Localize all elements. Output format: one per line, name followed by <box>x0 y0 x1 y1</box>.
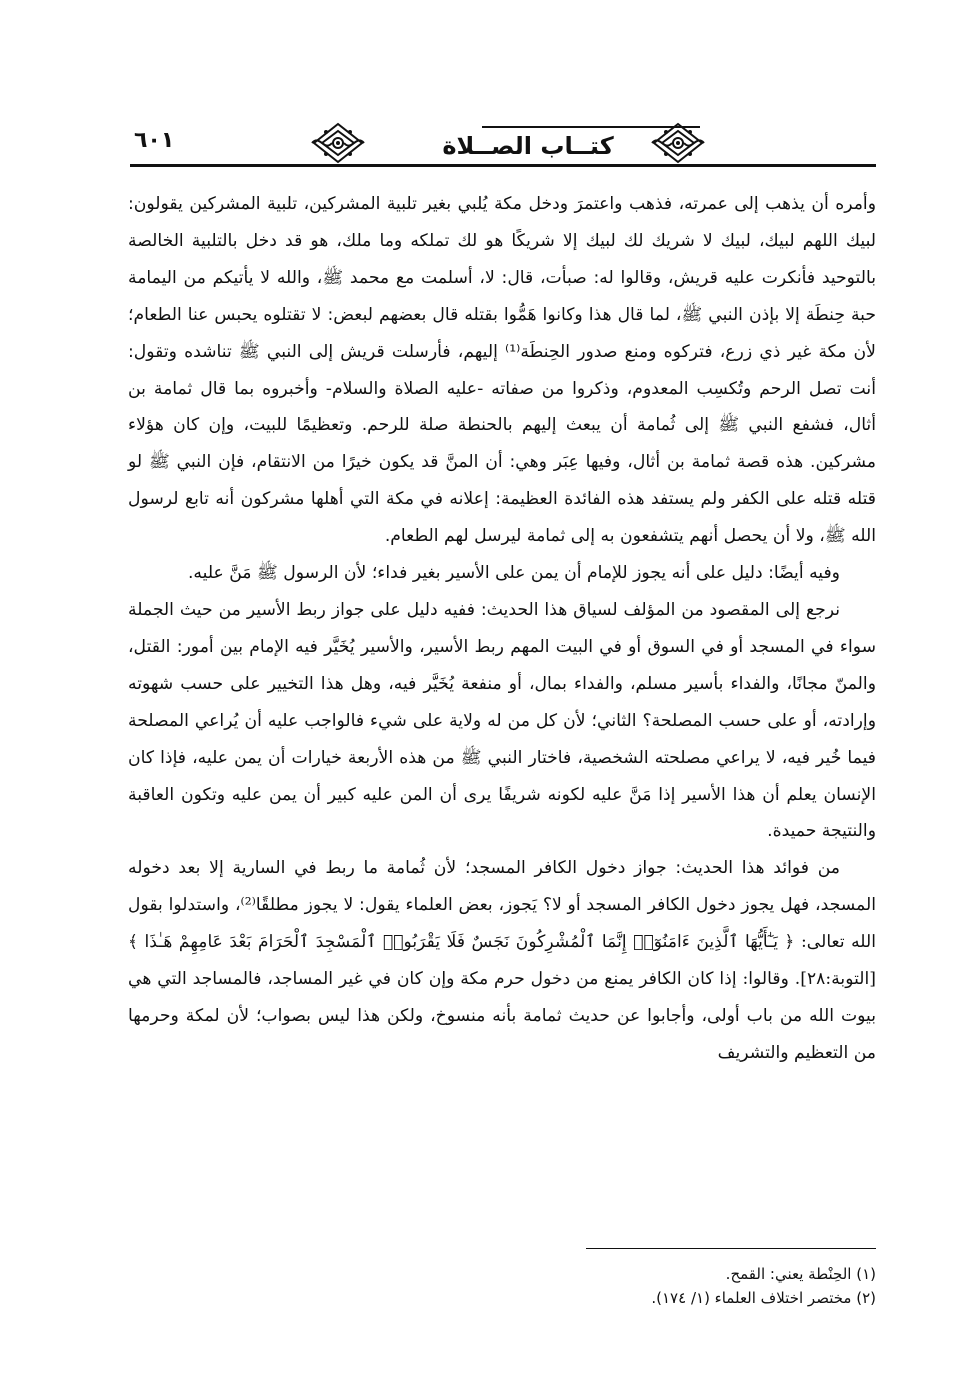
paragraph <box>128 850 876 1071</box>
decorative-ornament-icon <box>650 120 706 166</box>
page-header <box>130 118 876 178</box>
header-bottom-rule <box>130 164 876 167</box>
text-line: مَنَّ عليه لكونه شريفًا يرى أن المن عليه كبير أن يمن عليه وتكون العاقبة والنتيجة حميدة. <box>128 784 876 842</box>
book-title: كتــاب الصــلاة <box>442 132 614 160</box>
text-line: حيث الجملة سواء في المسجد أو في السوق أو في البيت المهم ربط الأسير، والأسير يُخَيَّر فيه <box>128 599 877 657</box>
text-line: حرم مكة وإن كان في غير المساجد، فالمساجد التي هي بيوت الله من باب أولى، وأجابوا عن <box>128 969 876 1026</box>
text-line: يجوز مطلقًا⁽²⁾، واستدلوا بقول الله تعالى: ﴿ يَـٰٓأَيُّهَا ٱلَّذِينَ ءَامَنُوٓا۟ إِنَّمَا ٱلْمُشْرِكُونَ نَجَسٌ فَلَا <box>128 895 876 953</box>
text-line: قال بعضهم لبعض: لا تقتلوه يحبس عنا الطعام؛ لأن مكة غير ذي زرع، فتركوه ومنع صدور <box>128 304 876 362</box>
text-line: محمد ﷺ، والله لا يأتيكم من اليمامة حبة حِنطَة إلا بإذن النبي ﷺ، لما قال هذا وكانوا هَمُّوا بقتله <box>128 267 876 325</box>
text-line: الحِنطَة⁽¹⁾ إليهم، فأرسلت قريش إلى النبي ﷺ تناشده وتقول: أنت تصل الرحم وتُكسِب المعدوم، <box>128 341 876 399</box>
text-line: يقولون: لبيك اللهم لبيك، لبيك لا شريك لك لبيك إلا شريكًا هو لك تملكه وما ملك، هو قد <box>128 194 876 251</box>
paragraph <box>128 555 876 592</box>
text-line: وهل هذا التخيير على حسب شهوته وإرادته، أو على حسب المصلحة؟ الثاني؛ لأن كل من له <box>128 673 877 731</box>
text-line: بعد دخوله المسجد، فهل يجوز دخول الكافر المسجد أو لا؟ يَجوز، بعض العلماء يقول: لا <box>128 858 877 916</box>
paragraph <box>128 592 876 850</box>
paragraph <box>128 186 876 555</box>
decorative-ornament-icon <box>310 120 366 166</box>
text-line: الإمام بين أمور: القتل، والمنّ مجانًا، والفداء بأسير مسلم، والفداء بمال، أو منفعة يُخَيَّر فيه، <box>128 636 876 694</box>
footnotes <box>500 1262 876 1310</box>
text-line: وفيه أيضًا: دليل على أنه يجوز للإمام أن يمن على الأسير بغير فداء؛ لأن الرسول ﷺ مَنَّ عليه. <box>187 563 840 584</box>
footnote: (١) الحِنْطة يعني: القمح. <box>725 1265 876 1283</box>
text-line: حديث ثمامة بأنه منسوخ، ولكن هذا ليس بصواب؛ لأن لمكة وحرمها من التعظيم والتشريف <box>128 1005 876 1063</box>
page-number: ٦٠١ <box>134 128 175 153</box>
footnote: (٢) مختصر اختلاف العلماء (١/ ١٧٤). <box>651 1289 876 1307</box>
text-line: من فوائد هذا الحديث: جواز دخول الكافر المسجد؛ لأن ثُمامة ما ربط في السارية إلا <box>200 858 841 879</box>
text-line: يَقْرَبُوا۟ ٱلْمَسْجِدَ ٱلْحَرَامَ بَعْدَ عَامِهِمْ هَـٰذَا ﴾ [التوبة:٢٨]. وقالوا: إذا كان الكافر يمنع من دخول <box>128 932 876 990</box>
text-line: دخل بالتلبية الخالصة بالتوحيد فأنكرت عليه قريش، وقالوا له: صبأت، قال: لا، أسلمت مع <box>128 230 877 288</box>
text-line: نرجع إلى المقصود من المؤلف لسياق هذا الحديث: ففيه دليل على جواز ربط الأسير من <box>212 599 840 620</box>
text-line: وذكروا من صفاته -عليه الصلاة والسلام- وأخبروه بما قال ثمامة بن أثال، فشفع النبي ﷺ إلى <box>128 378 876 436</box>
text-line: وأمره أن يذهب إلى عمرته، فذهب واعتمرَ ودخل مكة يُلبي بغير تلبية المشركين، تلبية المشركين <box>182 194 876 214</box>
text-line: فاختار النبي ﷺ من هذه الأربعة خيارات أن يمن عليه، فإذا كان الإنسان يعلم أن هذا الأسير إذا <box>128 747 876 805</box>
footnote-separator <box>586 1248 876 1249</box>
main-text <box>128 186 876 1072</box>
text-line: ثُمامة أن يبعث إليهم بالحنطة صلة للرحم. وتعظيمًا للبيت، وإن كان هؤلاء مشركين. هذه قصة <box>128 415 876 473</box>
text-line: ثمامة بن أثال، وفيها عِبَر وهي: أن المنَّ قد يكون خيرًا من الانتقام، فإن النبي ﷺ لو قتله قتله على <box>128 452 876 510</box>
text-line: ولاية على شيء فالواجب عليه أن يُراعي المصلحة فيما خُير فيه، لا يراعي مصلحته الشخصية، <box>128 710 876 768</box>
text-line: الكفر ولم يستفد هذه الفائدة العظيمة: إعلانه في مكة التي أهلها مشركون أنه تابع لرسول الله ﷺ، <box>128 489 876 547</box>
text-line: ولا أن يحصل أنهم يتشفعون به إلى ثمامة ليرسل لهم الطعام. <box>384 526 814 547</box>
